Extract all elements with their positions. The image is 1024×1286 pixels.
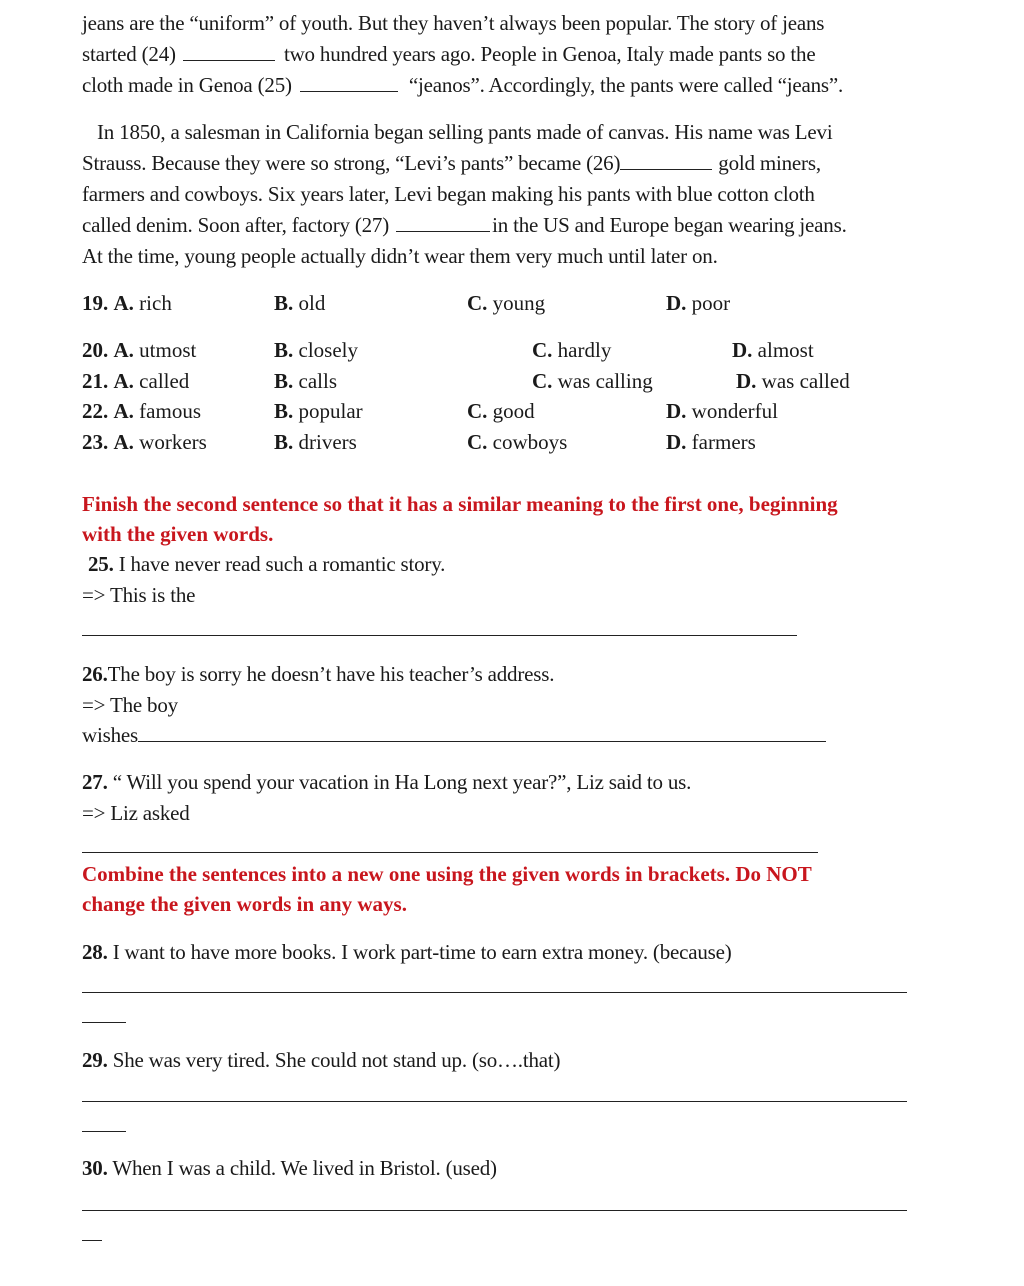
option-letter: C.	[467, 291, 488, 315]
mcq-20-option-a[interactable]	[82, 337, 196, 363]
option-text: rich	[139, 291, 172, 315]
option-letter: B.	[274, 399, 294, 423]
question-number: 28.	[82, 940, 108, 964]
option-letter: A.	[113, 338, 134, 362]
mcq-19-option-c[interactable]	[467, 290, 545, 316]
option-letter: A.	[113, 369, 134, 393]
passage-line	[82, 150, 821, 176]
option-text: calls	[298, 369, 337, 393]
question-text: The boy is sorry he doesn’t have his teacher’s address.	[107, 662, 555, 686]
option-letter: A.	[113, 430, 134, 454]
option-text: young	[492, 291, 546, 315]
blank-26[interactable]	[620, 169, 712, 170]
mcq-22-option-c[interactable]	[467, 398, 535, 424]
mcq-20-option-c[interactable]	[532, 337, 611, 363]
option-letter: D.	[666, 430, 687, 454]
passage-text: cloth made in Genoa (25)	[82, 73, 292, 97]
answer-line-29[interactable]	[82, 1101, 907, 1102]
answer-word: wishes	[82, 723, 138, 747]
mcq-23-option-b[interactable]	[274, 429, 357, 455]
question-number: 21.	[82, 369, 109, 393]
section-2-instruction: Combine the sentences into a new one using the given words in brackets. Do NOT	[82, 862, 812, 886]
question-26	[82, 661, 554, 687]
option-text: closely	[298, 338, 358, 362]
answer-start-26: => The boy	[82, 693, 178, 717]
question-text: “ Will you spend your vacation in Ha Long next year?”, Liz said to us.	[112, 770, 692, 794]
question-number: 30.	[82, 1156, 108, 1180]
option-letter: C.	[467, 430, 488, 454]
blank-24[interactable]	[183, 60, 275, 61]
mcq-21-option-b[interactable]	[274, 368, 337, 394]
mcq-19-option-a[interactable]	[82, 290, 172, 316]
option-letter: C.	[467, 399, 488, 423]
question-number: 19.	[82, 291, 109, 315]
answer-line-30[interactable]	[82, 1210, 907, 1211]
mcq-21-option-d[interactable]	[736, 368, 850, 394]
mcq-23-option-c[interactable]	[467, 429, 567, 455]
passage-text: started (24)	[82, 42, 176, 66]
passage-line: In 1850, a salesman in California began selling pants made of canvas. His name was Levi	[97, 120, 833, 144]
option-letter: B.	[274, 291, 294, 315]
question-number: 27.	[82, 770, 108, 794]
option-text: was calling	[557, 369, 653, 393]
passage-text: called denim. Soon after, factory (27)	[82, 213, 390, 237]
question-27	[82, 769, 691, 795]
question-number: 20.	[82, 338, 109, 362]
question-29	[82, 1047, 560, 1073]
passage-line	[82, 72, 843, 98]
mcq-22-option-b[interactable]	[274, 398, 363, 424]
option-letter: D.	[666, 291, 687, 315]
mcq-20-option-d[interactable]	[732, 337, 814, 363]
question-number: 26.	[82, 662, 108, 686]
answer-line-30-cont[interactable]	[82, 1240, 102, 1241]
option-letter: D.	[732, 338, 753, 362]
answer-start-26-cont	[82, 722, 826, 748]
option-letter: B.	[274, 369, 294, 393]
option-text: hardly	[557, 338, 612, 362]
option-text: old	[298, 291, 326, 315]
passage-text: in the US and Europe began wearing jeans.	[492, 213, 847, 237]
mcq-21-option-a[interactable]	[82, 368, 189, 394]
passage-text: “jeanos”. Accordingly, the pants were called “jeans”.	[408, 73, 844, 97]
answer-line-28-cont[interactable]	[82, 1022, 126, 1023]
option-letter: C.	[532, 338, 553, 362]
answer-start-27: => Liz asked	[82, 801, 190, 825]
answer-line-25[interactable]	[82, 635, 797, 636]
option-letter: B.	[274, 430, 294, 454]
option-text: workers	[139, 430, 207, 454]
passage-line: farmers and cowboys. Six years later, Levi began making his pants with blue cotton cloth	[82, 182, 815, 206]
option-text: cowboys	[492, 430, 568, 454]
mcq-23-option-d[interactable]	[666, 429, 756, 455]
mcq-20-option-b[interactable]	[274, 337, 358, 363]
option-letter: B.	[274, 338, 294, 362]
passage-line	[82, 41, 815, 67]
question-30	[82, 1155, 497, 1181]
option-letter: C.	[532, 369, 553, 393]
question-number: 22.	[82, 399, 109, 423]
option-letter: D.	[736, 369, 757, 393]
mcq-21-option-c[interactable]	[532, 368, 653, 394]
option-text: farmers	[691, 430, 756, 454]
option-letter: A.	[113, 399, 134, 423]
passage-line	[82, 212, 847, 238]
mcq-22-option-d[interactable]	[666, 398, 778, 424]
answer-line-26[interactable]	[138, 741, 826, 742]
section-1-instruction: Finish the second sentence so that it has a similar meaning to the first one, beginning	[82, 492, 838, 516]
option-text: called	[139, 369, 190, 393]
option-text: was called	[761, 369, 850, 393]
mcq-22-option-a[interactable]	[82, 398, 201, 424]
mcq-23-option-a[interactable]	[82, 429, 207, 455]
option-letter: D.	[666, 399, 687, 423]
question-28	[82, 939, 732, 965]
question-number: 23.	[82, 430, 109, 454]
answer-line-28[interactable]	[82, 992, 907, 993]
question-text: I have never read such a romantic story.	[118, 552, 446, 576]
question-text: I want to have more books. I work part-time to earn extra money. (because)	[112, 940, 732, 964]
question-number: 25.	[88, 552, 114, 576]
question-25	[88, 551, 445, 577]
mcq-19-option-d[interactable]	[666, 290, 730, 316]
option-text: poor	[691, 291, 731, 315]
answer-start-25: => This is the	[82, 583, 196, 607]
question-text: She was very tired. She could not stand up. (so….that)	[112, 1048, 561, 1072]
option-text: almost	[757, 338, 814, 362]
passage-text: Strauss. Because they were so strong, “Levi’s pants” became (26)	[82, 151, 621, 175]
question-text: When I was a child. We lived in Bristol. (used)	[112, 1156, 497, 1180]
section-2-instruction: change the given words in any ways.	[82, 892, 407, 916]
passage-line: jeans are the “uniform” of youth. But they haven’t always been popular. The story of jeans	[82, 11, 825, 35]
option-text: popular	[298, 399, 363, 423]
blank-25[interactable]	[300, 91, 398, 92]
option-text: good	[492, 399, 535, 423]
answer-line-29-cont[interactable]	[82, 1131, 126, 1132]
passage-line: At the time, young people actually didn’t wear them very much until later on.	[82, 244, 718, 268]
blank-27[interactable]	[396, 231, 490, 232]
option-text: wonderful	[691, 399, 778, 423]
passage-text: gold miners,	[718, 151, 821, 175]
option-text: drivers	[298, 430, 357, 454]
question-number: 29.	[82, 1048, 108, 1072]
option-text: famous	[139, 399, 201, 423]
mcq-19-option-b[interactable]	[274, 290, 325, 316]
option-letter: A.	[113, 291, 134, 315]
passage-text: two hundred years ago. People in Genoa, Italy made pants so the	[283, 42, 816, 66]
option-text: utmost	[139, 338, 197, 362]
section-1-instruction: with the given words.	[82, 522, 274, 546]
answer-line-27[interactable]	[82, 852, 818, 853]
